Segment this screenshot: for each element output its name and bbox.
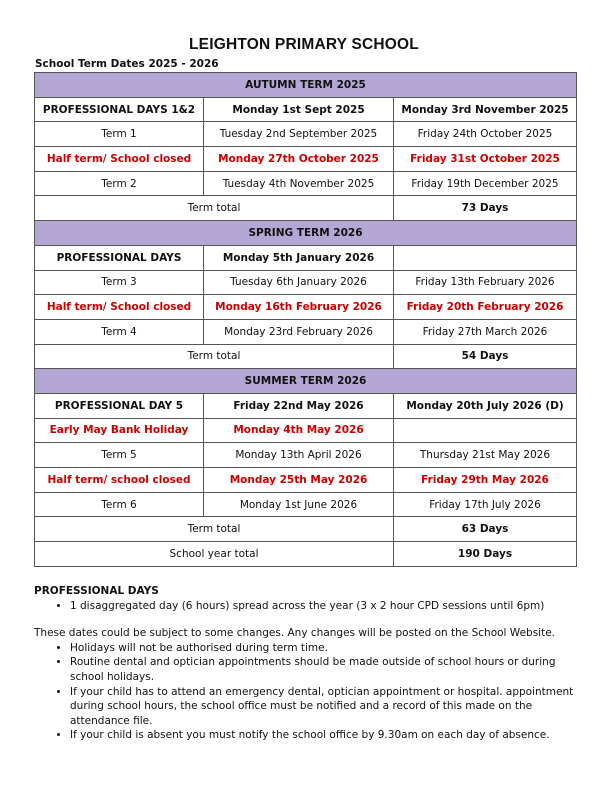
year-total-label: School year total [35,542,394,567]
row-label: Term 2 [35,171,204,196]
start-date: Tuesday 6th January 2026 [204,270,394,295]
start-date: Monday 1st Sept 2025 [204,97,394,122]
autumn-header-row [35,73,577,98]
start-date: Friday 22nd May 2026 [204,393,394,418]
start-date: Tuesday 2nd September 2025 [204,122,394,147]
end-date: Friday 13th February 2026 [394,270,577,295]
row-label: Half term/ School closed [35,147,204,172]
table-row [35,468,577,493]
start-date: Monday 4th May 2026 [204,418,394,443]
start-date: Tuesday 4th November 2025 [204,171,394,196]
row-label: Term 5 [35,443,204,468]
row-label: Half term/ School closed [35,295,204,320]
table-row [35,171,577,196]
year-total-value: 190 Days [394,542,577,567]
table-row [35,122,577,147]
table-row [35,97,577,122]
autumn-term-heading: AUTUMN TERM 2025 [35,73,577,98]
term-total-row [35,344,577,369]
table-row [35,492,577,517]
end-date: Friday 27th March 2026 [394,319,577,344]
end-date: Friday 31st October 2025 [394,147,577,172]
term-total-label: Term total [35,196,394,221]
end-date: Friday 29th May 2026 [394,468,577,493]
spring-term-heading: SPRING TERM 2026 [35,221,577,246]
end-date: Friday 19th December 2025 [394,171,577,196]
term-total-label: Term total [35,344,394,369]
row-label: PROFESSIONAL DAYS 1&2 [35,97,204,122]
term-total-value: 54 Days [394,344,577,369]
end-date: Friday 20th February 2026 [394,295,577,320]
end-date: Monday 20th July 2026 (D) [394,393,577,418]
page-title: LEIGHTON PRIMARY SCHOOL [189,36,419,53]
row-label: PROFESSIONAL DAY 5 [35,393,204,418]
list-item: • 1 disaggregated day (6 hours) spread across the year (3 x 2 hour CPD sessions until 6pm) [70,599,584,614]
term-dates-table [34,72,577,567]
list-item: • Holidays will not be authorised during term time. [70,641,584,656]
list-item: • If your child has to attend an emergency dental, optician appointment or hospital. appointment during school hours, the school office must be notified and a record of this made on the attendance file. [70,685,584,729]
table-row [35,319,577,344]
end-date: Friday 24th October 2025 [394,122,577,147]
table-row [35,393,577,418]
list-item: • If your child is absent you must notify the school office by 9.30am on each day of absence. [70,728,584,743]
row-label: Term 6 [35,492,204,517]
row-label: Term 3 [35,270,204,295]
start-date: Monday 27th October 2025 [204,147,394,172]
term-total-row [35,517,577,542]
notes-section [34,584,584,743]
end-date: Monday 3rd November 2025 [394,97,577,122]
table-row [35,295,577,320]
table-row [35,443,577,468]
end-date [394,418,577,443]
start-date: Monday 5th January 2026 [204,245,394,270]
start-date: Monday 1st June 2026 [204,492,394,517]
start-date: Monday 13th April 2026 [204,443,394,468]
term-total-value: 63 Days [394,517,577,542]
professional-days-list [34,599,584,614]
row-label: PROFESSIONAL DAYS [35,245,204,270]
start-date: Monday 16th February 2026 [204,295,394,320]
year-total-row [35,542,577,567]
table-row [35,270,577,295]
summer-term-heading: SUMMER TERM 2026 [35,369,577,394]
start-date: Monday 25th May 2026 [204,468,394,493]
table-subtitle: School Term Dates 2025 - 2026 [35,58,219,70]
term-total-row [35,196,577,221]
term-total-label: Term total [35,517,394,542]
list-item: • Routine dental and optician appointments should be made outside of school hours or during school holidays. [70,655,584,684]
row-label: Term 4 [35,319,204,344]
row-label: Early May Bank Holiday [35,418,204,443]
policy-list [34,641,584,743]
end-date [394,245,577,270]
spring-header-row [35,221,577,246]
term-total-value: 73 Days [394,196,577,221]
changes-notice: These dates could be subject to some changes. Any changes will be posted on the School Website. [34,627,555,640]
table-row [35,147,577,172]
end-date: Friday 17th July 2026 [394,492,577,517]
table-row [35,418,577,443]
row-label: Half term/ school closed [35,468,204,493]
professional-days-heading: PROFESSIONAL DAYS [34,585,159,597]
end-date: Thursday 21st May 2026 [394,443,577,468]
summer-header-row [35,369,577,394]
row-label: Term 1 [35,122,204,147]
start-date: Monday 23rd February 2026 [204,319,394,344]
table-row [35,245,577,270]
